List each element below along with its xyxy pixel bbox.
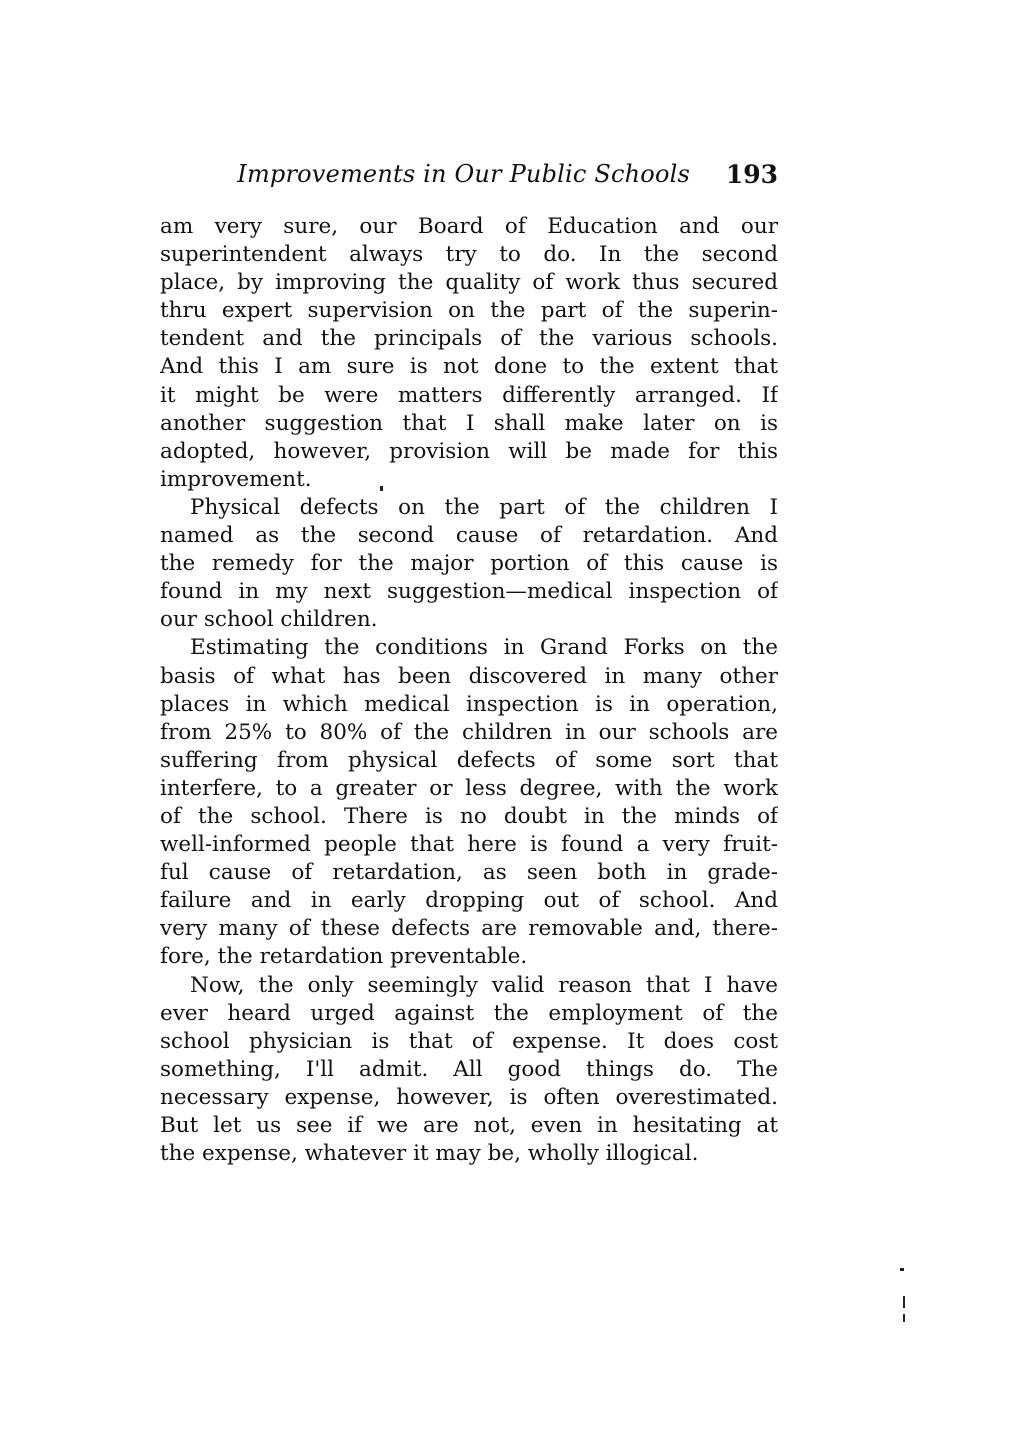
text-line: adopted, however, provision will be made for this — [160, 438, 778, 464]
scan-speck — [900, 1268, 904, 1271]
text-line: well-informed people that here is found a very fruit- — [160, 832, 778, 858]
running-head — [160, 160, 778, 196]
text-line: basis of what has been discovered in many other — [160, 663, 778, 689]
text-line: ful cause of retardation, as seen both in grade- — [160, 860, 778, 886]
text-line: am very sure, our Board of Education and our — [160, 214, 778, 239]
text-line: the remedy for the major portion of this cause is — [160, 551, 778, 577]
text-line: improvement. — [160, 466, 312, 492]
scan-speck — [903, 1314, 905, 1322]
text-line: our school children. — [160, 607, 378, 633]
text-line: something, I'll admit. All good things do. The — [160, 1056, 778, 1082]
text-line: interfere, to a greater or less degree, with the work — [160, 775, 778, 801]
scan-speck — [380, 486, 383, 491]
body-text — [160, 213, 778, 1168]
paragraph — [160, 213, 778, 494]
text-line: ever heard urged against the employment of the — [160, 1000, 778, 1026]
page-number: 193 — [725, 160, 778, 189]
text-line: Estimating the conditions in Grand Forks on the — [190, 635, 778, 661]
text-line: named as the second cause of retardation. And — [160, 523, 778, 549]
text-line: it might be were matters differently arranged. If — [160, 382, 778, 408]
text-line: another suggestion that I shall make later on is — [160, 410, 778, 436]
text-line: Now, the only seemingly valid reason that I have — [190, 972, 778, 998]
text-line: suffering from physical defects of some sort that — [160, 747, 778, 773]
text-line: fore, the retardation preventable. — [160, 944, 528, 970]
running-title: Improvements in Our Public Schools — [237, 160, 690, 188]
text-line: school physician is that of expense. It does cost — [160, 1028, 778, 1054]
text-line: place, by improving the quality of work thus secured — [160, 270, 778, 296]
text-line: thru expert supervision on the part of the superin- — [160, 298, 778, 324]
scan-speck — [903, 1296, 905, 1308]
text-line: necessary expense, however, is often overestimated. — [160, 1084, 778, 1110]
paragraph — [160, 972, 778, 1169]
text-line: But let us see if we are not, even in hesitating at — [160, 1113, 778, 1138]
text-line: found in my next suggestion—medical inspection of — [160, 579, 778, 605]
text-line: And this I am sure is not done to the extent that — [160, 354, 778, 380]
text-line: tendent and the principals of the various schools. — [160, 326, 778, 352]
text-line: the expense, whatever it may be, wholly illogical. — [160, 1141, 699, 1167]
text-line: superintendent always try to do. In the second — [160, 242, 778, 268]
paragraph — [160, 494, 778, 634]
text-line: very many of these defects are removable and, there- — [160, 916, 778, 942]
text-line: failure and in early dropping out of school. And — [160, 888, 778, 914]
text-line: Physical defects on the part of the children I — [190, 494, 778, 520]
text-line: from 25% to 80% of the children in our schools are — [160, 719, 778, 745]
text-line: places in which medical inspection is in operation, — [160, 691, 778, 717]
paragraph — [160, 634, 778, 971]
text-line: of the school. There is no doubt in the minds of — [160, 803, 778, 829]
